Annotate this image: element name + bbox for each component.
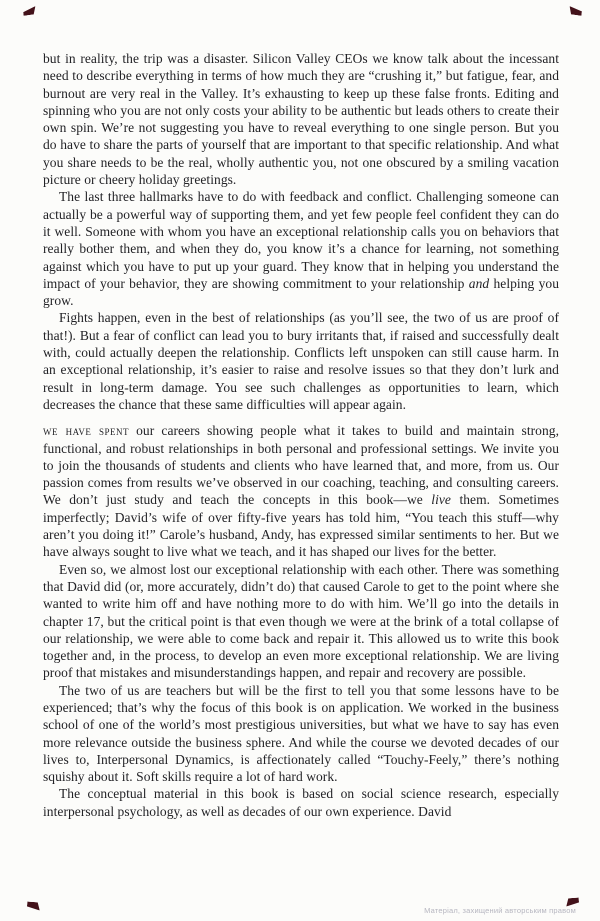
page-corner-mark-top-left <box>23 6 37 16</box>
text-segment: and <box>468 275 490 291</box>
text-segment: our careers showing people what it takes to build and maintain strong, functional, and robust relationships in both personal and professional settings. We invite you to join the thousands of students and clients who have learned that, and more, from us. Our passion comes from results we’ve observed in our coaching, teaching, and consulting careers. We don’t just study and teach the concepts in this book—we <box>43 423 559 508</box>
text-segment: helping you grow. <box>43 275 559 309</box>
text-segment: The conceptual material in this book is based on social science research, especially interpersonal psychology, as well as decades of our own experience. David <box>43 786 559 819</box>
paragraph <box>43 309 559 413</box>
paragraph <box>43 188 559 309</box>
paragraph <box>43 682 559 786</box>
paragraph <box>43 785 559 820</box>
text-segment: them. Sometimes imperfectly; David’s wife of over fifty-five years has told him, “You teach this stuff—why aren’t you doing it!” Carole’s husband, Andy, has expressed similar sentiments to her. But we have always sought to live what we teach, and it has shaped our lives for the better. <box>43 492 559 560</box>
text-segment: Fights happen, even in the best of relationships (as you’ll see, the two of us are proof of that!). But a fear of conflict can lead you to bury irritants that, if raised and successfully dealt with, could actually deepen the relationship. Conflicts left unspoken can still cause harm. In an exceptional relationship, it’s easier to raise and resolve issues so that they don’t lurk and result in long-term damage. You see such challenges as opportunities to learn, which decreases the chance that these same difficulties will appear again. <box>43 310 559 412</box>
text-segment: The last three hallmarks have to do with feedback and conflict. Challenging someone can actually be a powerful way of supporting them, and yet few people feel confident they can do it well. Someone with whom you have an exceptional relationship calls you on behaviors that really bother them, and when they do, you know it’s a chance for learning, not something against which you have to put up your guard. They know that in helping you understand the impact of your behavior, they are showing commitment to your relationship <box>43 189 559 291</box>
page-corner-mark-bottom-left <box>27 902 41 911</box>
paragraph <box>43 422 559 560</box>
page-text <box>43 50 559 820</box>
paragraph <box>43 50 559 188</box>
page-corner-mark-top-right <box>569 6 583 16</box>
paragraph <box>43 561 559 682</box>
text-segment: we have spent <box>43 423 129 439</box>
text-segment: The two of us are teachers but will be the first to tell you that some lessons have to be experienced; that’s why the focus of this book is on application. We worked in the business school of one of the world’s most prestigious universities, but what we have to say has even more relevance outside the business sphere. And while the course we devoted decades of our lives to, Interpersonal Dynamics, is affectionately called “Touchy-Feely,” there’s nothing squishy about it. Soft skills require a lot of hard work. <box>43 682 559 785</box>
text-segment: but in reality, the trip was a disaster. Silicon Valley CEOs we know talk about the incessant need to describe everything in terms of how much they are “crushing it,” but fatigue, fear, and burnout are very real in the Valley. It’s exhausting to keep up these false fronts. Editing and spinning who you are not only costs your ability to be authentic but leads others to create their own spin. We’re not suggesting you have to reveal everything to one single person. But you do have to share the parts of yourself that are important to that specific relationship. And what you share needs to be the real, wholly authentic you, not one obscured by a smiling vacation picture or cheery holiday greetings. <box>43 51 559 188</box>
copyright-watermark: Матеріал, захищений авторським правом <box>424 906 576 915</box>
text-segment: Even so, we almost lost our exceptional relationship with each other. There was something that David did (or, more accurately, didn’t do) that caused Carole to get to the point where she wanted to write him off and have nothing more to do with him. We’ll go into the details in chapter 17, but the critical point is that even though we were at the brink of a total collapse of our relationship, we were able to come back and repair it. This allowed us to write this book together and, in the process, to develop an even more exceptional relationship. We are living proof that mistakes and misunderstandings happen, and repair and recovery are possible. <box>43 561 559 681</box>
text-segment: live <box>431 492 451 508</box>
